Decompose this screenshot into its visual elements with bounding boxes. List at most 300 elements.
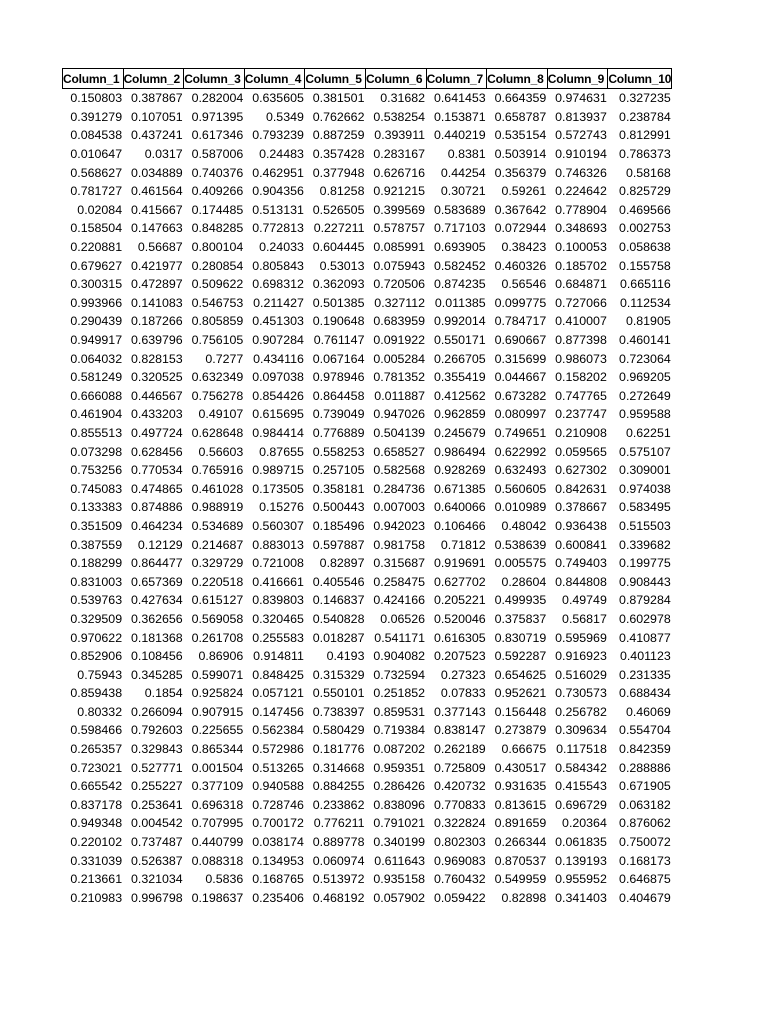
table-cell: 0.044667 [494, 370, 547, 385]
table-cell: 0.727066 [555, 295, 607, 310]
table-cell: 0.362093 [312, 277, 365, 292]
table-cell: 0.628456 [131, 444, 183, 459]
table-cell: 0.405546 [312, 574, 365, 589]
table-cell: 0.329843 [131, 742, 183, 757]
table-cell: 0.745083 [70, 481, 123, 496]
table-cell: 0.266705 [433, 351, 486, 366]
table-cell: 0.001504 [191, 760, 244, 775]
table-row [63, 368, 672, 387]
table-cell: 0.085991 [373, 240, 426, 255]
table-cell: 0.434116 [253, 351, 304, 366]
table-cell: 0.262189 [433, 742, 486, 757]
table-cell: 0.205221 [433, 593, 486, 608]
table-cell: 0.073298 [70, 444, 123, 459]
table-cell: 0.057902 [373, 890, 426, 905]
table-cell: 0.237747 [555, 407, 607, 422]
table-cell: 0.825729 [619, 184, 671, 199]
table-cell: 0.004542 [131, 816, 183, 831]
table-cell: 0.409266 [191, 184, 244, 199]
table-cell: 0.059565 [555, 444, 607, 459]
table-row [63, 461, 672, 480]
table-cell: 0.341403 [555, 890, 607, 905]
table-cell: 0.942023 [373, 518, 426, 533]
table-cell: 0.791021 [373, 816, 426, 831]
table-cell: 0.598466 [70, 723, 123, 738]
table-row [63, 833, 672, 852]
table-cell: 0.969083 [433, 853, 486, 868]
table-cell: 0.174485 [191, 202, 244, 217]
table-cell: 0.002753 [619, 221, 671, 236]
table-cell: 0.24033 [259, 240, 304, 255]
table-cell: 0.671385 [433, 481, 486, 496]
table-cell: 0.56817 [562, 611, 607, 626]
table-row [63, 238, 672, 257]
table-cell: 0.575107 [619, 444, 671, 459]
table-cell: 0.513265 [252, 760, 304, 775]
table-cell: 0.038174 [252, 835, 304, 850]
table-cell: 0.258475 [373, 574, 426, 589]
table-cell: 0.198637 [191, 890, 244, 905]
table-cell: 0.554704 [619, 723, 671, 738]
table-cell: 0.526505 [312, 202, 365, 217]
table-cell: 0.658787 [494, 109, 547, 124]
table-cell: 0.158504 [70, 221, 123, 236]
table-cell: 0.908443 [619, 574, 671, 589]
table-cell: 0.838147 [433, 723, 486, 738]
table-cell: 0.156448 [494, 704, 547, 719]
table-cell: 0.627302 [555, 463, 607, 478]
table-cell: 0.749651 [494, 425, 547, 440]
table-cell: 0.300315 [70, 277, 123, 292]
table-cell: 0.034889 [131, 165, 183, 180]
table-cell: 0.227211 [313, 221, 365, 236]
table-cell: 0.632493 [494, 463, 547, 478]
table-cell: 0.770534 [131, 463, 183, 478]
table-cell: 0.784717 [494, 314, 547, 329]
table-cell: 0.693905 [433, 240, 486, 255]
table-cell: 0.288886 [619, 760, 671, 775]
table-cell: 0.24483 [259, 147, 304, 162]
table-body [63, 89, 672, 908]
table-cell: 0.679627 [70, 258, 123, 273]
table-cell: 0.792603 [131, 723, 183, 738]
table-cell: 0.084538 [70, 128, 123, 143]
table-cell: 0.969205 [619, 370, 671, 385]
table-cell: 0.541171 [374, 630, 426, 645]
table-cell: 0.59261 [501, 184, 547, 199]
header-row [63, 69, 672, 89]
table-cell: 0.721008 [252, 556, 304, 571]
table-cell: 0.509622 [191, 277, 244, 292]
table-cell: 0.468192 [312, 890, 365, 905]
table-cell: 0.848425 [252, 667, 304, 682]
table-cell: 0.320525 [131, 370, 183, 385]
table-row [63, 554, 672, 573]
table-cell: 0.550171 [433, 333, 486, 348]
column-header: Column_7 [426, 69, 487, 89]
table-cell: 0.393911 [374, 128, 426, 143]
table-cell: 0.427634 [131, 593, 183, 608]
table-cell: 0.717103 [433, 221, 486, 236]
table-cell: 0.737487 [131, 835, 183, 850]
table-cell: 0.210908 [555, 425, 607, 440]
table-cell: 0.504139 [373, 425, 426, 440]
table-cell: 0.501385 [312, 295, 365, 310]
table-cell: 0.02084 [77, 202, 123, 217]
table-cell: 0.959588 [619, 407, 671, 422]
table-cell: 0.011385 [434, 295, 486, 310]
table-cell: 0.671905 [619, 779, 671, 794]
table-cell: 0.12129 [137, 537, 183, 552]
table-cell: 0.462951 [252, 165, 304, 180]
table-row [63, 182, 672, 201]
table-cell: 0.690667 [494, 333, 547, 348]
table-cell: 0.440219 [433, 128, 486, 143]
table-cell: 0.772813 [252, 221, 304, 236]
table-cell: 0.916923 [555, 649, 607, 664]
table-cell: 0.981758 [373, 537, 426, 552]
table-cell: 0.891659 [494, 816, 547, 831]
table-cell: 0.430517 [494, 760, 547, 775]
table-cell: 0.974631 [555, 91, 607, 106]
table-cell: 0.314668 [312, 760, 365, 775]
table-cell: 0.696729 [555, 797, 607, 812]
table-cell: 0.82898 [501, 890, 547, 905]
table-cell: 0.381501 [312, 91, 365, 106]
table-cell: 0.224642 [555, 184, 607, 199]
column-header: Column_6 [365, 69, 426, 89]
table-cell: 0.813937 [555, 109, 607, 124]
table-cell: 0.720506 [373, 277, 426, 292]
table-cell: 0.150803 [70, 91, 123, 106]
table-cell: 0.8381 [447, 147, 486, 162]
table-cell: 0.986073 [555, 351, 607, 366]
table-cell: 0.805859 [191, 314, 244, 329]
table-cell: 0.739049 [312, 407, 365, 422]
table-cell: 0.1854 [144, 686, 183, 701]
table-cell: 0.358181 [312, 481, 365, 496]
table-cell: 0.058638 [619, 240, 671, 255]
table-cell: 0.732594 [373, 667, 426, 682]
table-cell: 0.018287 [312, 630, 365, 645]
table-cell: 0.322824 [433, 816, 486, 831]
table-cell: 0.996798 [131, 890, 183, 905]
table-cell: 0.106466 [433, 518, 486, 533]
table-cell: 0.520046 [433, 611, 486, 626]
table-row [63, 610, 672, 629]
table-cell: 0.919691 [433, 556, 486, 571]
table-cell: 0.49107 [198, 407, 244, 422]
table-cell: 0.146837 [312, 593, 365, 608]
table-row [63, 870, 672, 889]
table-cell: 0.286426 [373, 779, 426, 794]
table-cell: 0.992014 [433, 314, 486, 329]
table-cell: 0.568627 [70, 165, 123, 180]
table-cell: 0.82897 [319, 556, 365, 571]
table-cell: 0.273879 [494, 723, 547, 738]
table-cell: 0.238784 [619, 109, 671, 124]
table-cell: 0.158202 [555, 370, 607, 385]
table-cell: 0.907284 [252, 333, 304, 348]
table-cell: 0.830719 [494, 630, 547, 645]
table-cell: 0.887259 [312, 128, 365, 143]
table-cell: 0.173505 [252, 481, 304, 496]
table-cell: 0.740376 [191, 165, 244, 180]
table-cell: 0.255227 [131, 779, 183, 794]
table-cell: 0.220881 [70, 240, 123, 255]
table-cell: 0.356379 [494, 165, 547, 180]
table-cell: 0.935158 [373, 872, 426, 887]
table-cell: 0.962859 [433, 407, 486, 422]
table-cell: 0.4193 [326, 649, 365, 664]
table-cell: 0.914811 [253, 649, 304, 664]
table-cell: 0.284736 [373, 481, 426, 496]
table-row [63, 275, 672, 294]
table-cell: 0.30721 [440, 184, 486, 199]
table-cell: 0.539763 [70, 593, 123, 608]
table-cell: 0.141083 [131, 295, 183, 310]
table-cell: 0.415543 [555, 779, 607, 794]
table-cell: 0.831003 [70, 574, 123, 589]
table-row [63, 814, 672, 833]
table-row [63, 517, 672, 536]
table-cell: 0.658527 [373, 444, 426, 459]
table-cell: 0.546753 [191, 295, 244, 310]
table-cell: 0.778904 [555, 202, 607, 217]
table-cell: 0.597887 [312, 537, 365, 552]
table-cell: 0.786373 [619, 147, 671, 162]
table-cell: 0.865344 [191, 742, 244, 757]
table-cell: 0.213661 [70, 872, 123, 887]
table-cell: 0.617346 [191, 128, 244, 143]
table-cell: 0.800104 [191, 240, 244, 255]
table-cell: 0.684871 [555, 277, 607, 292]
table-cell: 0.469566 [619, 202, 671, 217]
table-cell: 0.410007 [555, 314, 607, 329]
table-cell: 0.654625 [494, 667, 547, 682]
table-cell: 0.185496 [312, 518, 365, 533]
table-cell: 0.387867 [131, 91, 183, 106]
table-cell: 0.329509 [70, 611, 123, 626]
table-cell: 0.245679 [433, 425, 486, 440]
table-cell: 0.855513 [70, 425, 123, 440]
column-header: Column_9 [547, 69, 608, 89]
table-cell: 0.282004 [191, 91, 244, 106]
table-cell: 0.108456 [131, 649, 183, 664]
table-row [63, 572, 672, 591]
table-cell: 0.460141 [619, 333, 671, 348]
table-cell: 0.749403 [555, 556, 607, 571]
table-row [63, 163, 672, 182]
table-cell: 0.391279 [70, 109, 123, 124]
table-cell: 0.848285 [191, 221, 244, 236]
table-cell: 0.134953 [252, 853, 304, 868]
table-cell: 0.253641 [131, 797, 183, 812]
table-cell: 0.410877 [619, 630, 671, 645]
table-cell: 0.321034 [131, 872, 183, 887]
table-cell: 0.86906 [198, 649, 244, 664]
table-cell: 0.15276 [259, 500, 304, 515]
table-cell: 0.959351 [373, 760, 426, 775]
column-header: Column_5 [305, 69, 366, 89]
table-cell: 0.56603 [198, 444, 244, 459]
table-cell: 0.53013 [319, 258, 365, 273]
table-cell: 0.266344 [494, 835, 547, 850]
table-cell: 0.949917 [70, 333, 123, 348]
table-cell: 0.220102 [70, 835, 123, 850]
table-cell: 0.515503 [619, 518, 671, 533]
table-row [63, 851, 672, 870]
table-cell: 0.06526 [380, 611, 426, 626]
table-cell: 0.854426 [252, 388, 304, 403]
table-row [63, 889, 672, 908]
table-cell: 0.091922 [373, 333, 426, 348]
table-cell: 0.558253 [312, 444, 365, 459]
table-cell: 0.401123 [619, 649, 671, 664]
table-cell: 0.27323 [440, 667, 486, 682]
table-cell: 0.44254 [440, 165, 486, 180]
table-cell: 0.907915 [191, 704, 244, 719]
table-cell: 0.635605 [252, 91, 304, 106]
table-cell: 0.261708 [191, 630, 244, 645]
table-cell: 0.155758 [619, 258, 671, 273]
table-cell: 0.583689 [433, 202, 486, 217]
table-cell: 0.005284 [373, 351, 426, 366]
table-cell: 0.527771 [131, 760, 183, 775]
table-cell: 0.320465 [252, 611, 304, 626]
table-cell: 0.587006 [191, 147, 244, 162]
table-cell: 0.952621 [494, 686, 547, 701]
table-cell: 0.107051 [131, 109, 183, 124]
table-cell: 0.776889 [312, 425, 365, 440]
table-cell: 0.011887 [374, 388, 426, 403]
table-cell: 0.56546 [501, 277, 547, 292]
table-cell: 0.725809 [433, 760, 486, 775]
table-cell: 0.214687 [191, 537, 244, 552]
table-row [63, 294, 672, 313]
table-cell: 0.602978 [619, 611, 671, 626]
table-cell: 0.665116 [619, 277, 671, 292]
table-cell: 0.526387 [131, 853, 183, 868]
table-cell: 0.874235 [433, 277, 486, 292]
table-cell: 0.646875 [619, 872, 671, 887]
table-cell: 0.097038 [252, 370, 304, 385]
table-cell: 0.060974 [312, 853, 365, 868]
table-cell: 0.513131 [252, 202, 304, 217]
table-cell: 0.971395 [191, 109, 244, 124]
table-cell: 0.813615 [494, 797, 547, 812]
table-cell: 0.28604 [501, 574, 547, 589]
column-header: Column_8 [487, 69, 548, 89]
table-cell: 0.707995 [191, 816, 244, 831]
table-row [63, 331, 672, 350]
table-cell: 0.582452 [433, 258, 486, 273]
table-cell: 0.421977 [131, 258, 183, 273]
table-row [63, 219, 672, 238]
table-cell: 0.776211 [313, 816, 365, 831]
table-cell: 0.210983 [70, 890, 123, 905]
table-cell: 0.010647 [70, 147, 123, 162]
table-cell: 0.989715 [252, 463, 304, 478]
table-cell: 0.199775 [619, 556, 671, 571]
table-cell: 0.061835 [555, 835, 607, 850]
table-cell: 0.599071 [191, 667, 244, 682]
table-cell: 0.46069 [625, 704, 671, 719]
table-cell: 0.168173 [619, 853, 671, 868]
table-cell: 0.499935 [494, 593, 547, 608]
table-cell: 0.81905 [625, 314, 671, 329]
table-cell: 0.340199 [373, 835, 426, 850]
column-header: Column_1 [63, 69, 124, 89]
table-cell: 0.80332 [77, 704, 123, 719]
table-row [63, 405, 672, 424]
table-cell: 0.580429 [312, 723, 365, 738]
table-cell: 0.331039 [70, 853, 123, 868]
table-cell: 0.315687 [373, 556, 426, 571]
table-cell: 0.874886 [131, 500, 183, 515]
table-cell: 0.20364 [562, 816, 607, 831]
table-row [63, 201, 672, 220]
table-cell: 0.626716 [373, 165, 426, 180]
table-cell: 0.147456 [252, 704, 304, 719]
table-cell: 0.225655 [191, 723, 244, 738]
table-cell: 0.56687 [137, 240, 183, 255]
table-cell: 0.5349 [265, 109, 304, 124]
table-cell: 0.883013 [252, 537, 304, 552]
table-cell: 0.595969 [555, 630, 607, 645]
table-row [63, 479, 672, 498]
table-row [63, 758, 672, 777]
table-cell: 0.839803 [252, 593, 304, 608]
table-cell: 0.327235 [619, 91, 671, 106]
table-cell: 0.461564 [131, 184, 183, 199]
table-cell: 0.87655 [259, 444, 304, 459]
table-cell: 0.812991 [619, 128, 671, 143]
column-header: Column_3 [184, 69, 245, 89]
table-cell: 0.639796 [131, 333, 183, 348]
table-cell: 0.877398 [555, 333, 607, 348]
table-cell: 0.696318 [191, 797, 244, 812]
table-cell: 0.842359 [619, 742, 671, 757]
table-cell: 0.153871 [433, 109, 486, 124]
table-cell: 0.290439 [70, 314, 123, 329]
table-row [63, 387, 672, 406]
table-cell: 0.583495 [619, 500, 671, 515]
table-cell: 0.66675 [501, 742, 547, 757]
table-cell: 0.955952 [555, 872, 607, 887]
table-row [63, 703, 672, 722]
table-row [63, 349, 672, 368]
table-cell: 0.852906 [70, 649, 123, 664]
table-cell: 0.910194 [555, 147, 607, 162]
table-cell: 0.265357 [70, 742, 123, 757]
table-cell: 0.666088 [70, 388, 123, 403]
table-cell: 0.190648 [312, 314, 365, 329]
table-row [63, 256, 672, 275]
table-cell: 0.472897 [131, 277, 183, 292]
table-cell: 0.864477 [131, 556, 183, 571]
table-cell: 0.864458 [312, 388, 365, 403]
table-cell: 0.627702 [433, 574, 486, 589]
table-cell: 0.516029 [555, 667, 607, 682]
table-cell: 0.569058 [191, 611, 244, 626]
table-cell: 0.329729 [191, 556, 244, 571]
table-cell: 0.272649 [619, 388, 671, 403]
table-cell: 0.378667 [555, 500, 607, 515]
table-cell: 0.762662 [312, 109, 365, 124]
table-cell: 0.500443 [312, 500, 365, 515]
table-cell: 0.549959 [494, 872, 547, 887]
